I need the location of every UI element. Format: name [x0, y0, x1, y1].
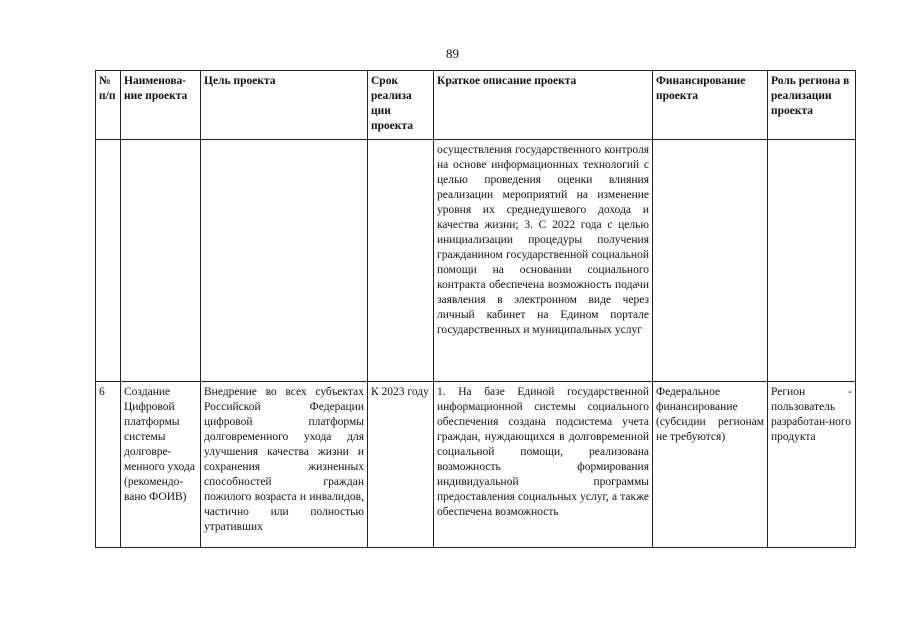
cell-project-description: 1. На базе Единой государственной информационной системы социального обеспечения создана подсистема учета граждан, нуждающихся в долговременной социальной помощи, реализована возможность формирования индивидуальной программы предоставления социальных услуг, а также обеспечена возможность: [434, 382, 653, 548]
header-project-term: Срок реализа ции проекта: [368, 71, 434, 140]
cell-project-goal: [201, 140, 368, 382]
header-number: № п/п: [96, 71, 121, 140]
header-project-goal: Цель проекта: [201, 71, 368, 140]
cell-project-description: осуществления государственного контроля на основе информационных технологий с целью проведения оценки влияния реализации мероприятий на изменение уровня их среднедушевого дохода и качества жизни; 3. С 2022 года с целью инициализации процедуры получения гражданином государственной социальной помощи на основании социального контракта обеспечена возможность подачи заявления в электронном виде через личный кабинет на Едином портале государственных и муниципальных услуг: [434, 140, 653, 382]
cell-project-name: Создание Цифровой платформы системы долговре-менного ухода (рекомендо-вано ФОИВ): [121, 382, 201, 548]
header-project-name: Наименова-ние проекта: [121, 71, 201, 140]
cell-project-financing: Федеральное финансирование (субсидии регионам не требуются): [653, 382, 768, 548]
cell-project-name: [121, 140, 201, 382]
cell-project-financing: [653, 140, 768, 382]
cell-region-role: [768, 140, 856, 382]
table-header-row: [96, 71, 856, 140]
project-table: [95, 70, 856, 548]
table-row: [96, 140, 856, 382]
page-number: 89: [446, 46, 459, 61]
header-project-description: Краткое описание проекта: [434, 71, 653, 140]
cell-project-term: [368, 140, 434, 382]
cell-number: [96, 140, 121, 382]
cell-region-role: Регион - пользователь разработан-ного продукта: [768, 382, 856, 548]
header-project-financing: Финансирование проекта: [653, 71, 768, 140]
cell-project-term: К 2023 году: [368, 382, 434, 548]
cell-number: 6: [96, 382, 121, 548]
header-region-role: Роль региона в реализации проекта: [768, 71, 856, 140]
cell-project-goal: Внедрение во всех субъектах Российской Федерации цифровой платформы долговременного ухода для улучшения качества жизни и сохранения жизненных способностей граждан пожилого возраста и инвалидов, частично или полностью утративших: [201, 382, 368, 548]
table-row: [96, 382, 856, 548]
